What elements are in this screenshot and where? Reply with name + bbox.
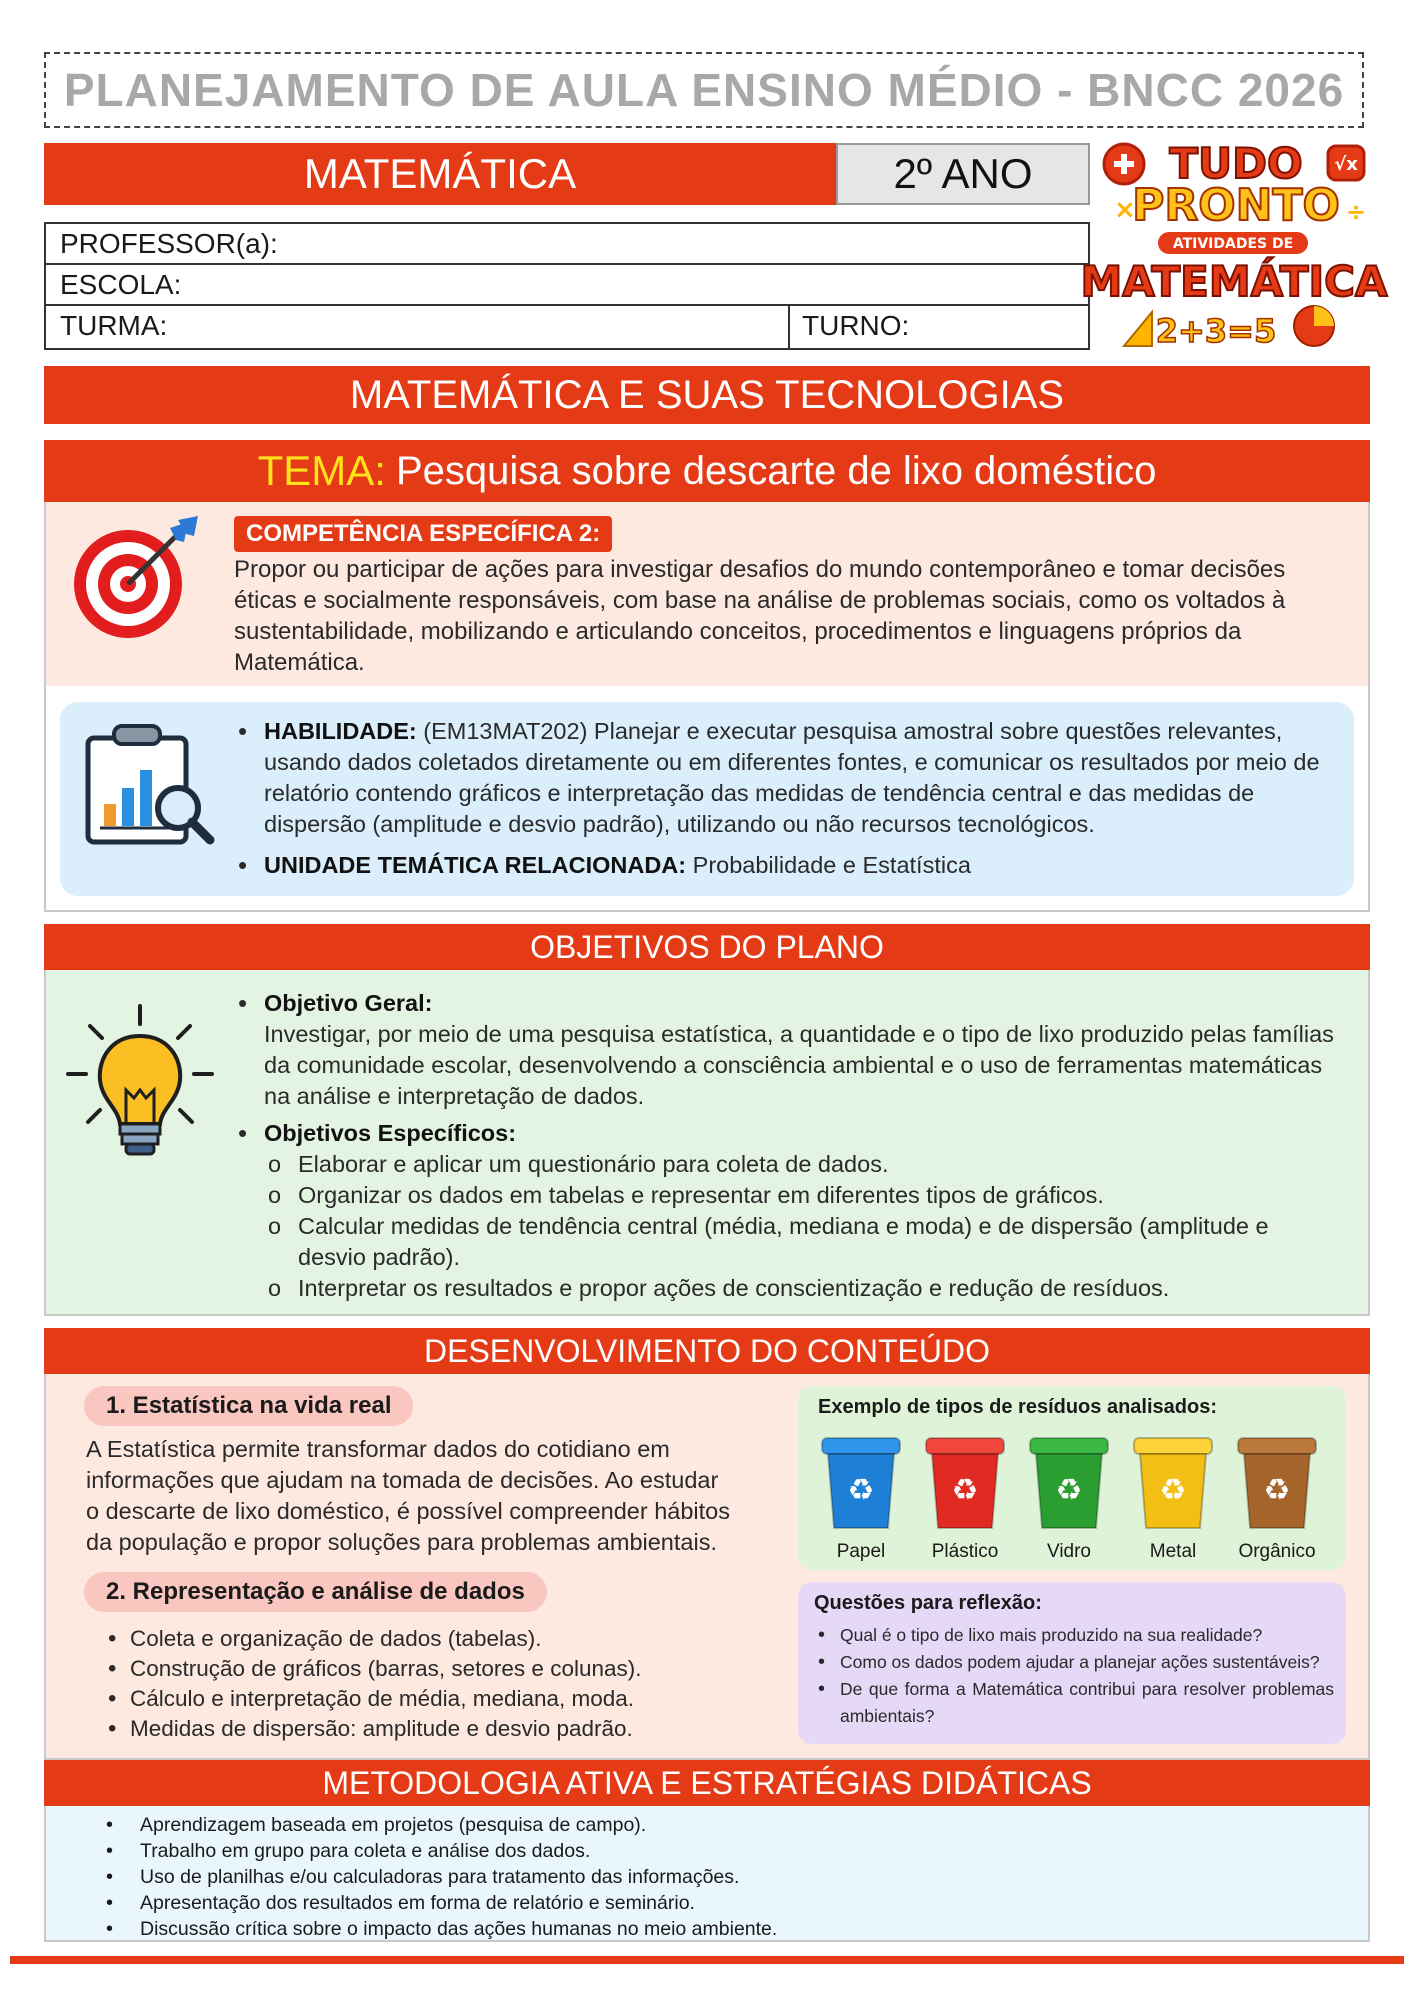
tema-label: TEMA: [257, 447, 386, 494]
professor-row [46, 224, 1088, 265]
objetivos-title: OBJETIVOS DO PLANO [530, 928, 884, 965]
recycle-bin-icon [920, 1432, 1010, 1532]
recycle-bin [920, 1432, 1010, 1563]
turno-label: TURNO: [788, 306, 909, 348]
list-item: • Medidas de dispersão: amplitude e desvio padrão. [106, 1714, 726, 1744]
recycle-bin-icon [816, 1432, 906, 1532]
escola-row [46, 265, 1088, 306]
info-table [44, 222, 1090, 350]
logo-line2: PRONTO [1132, 180, 1340, 231]
metodologia-title: METODOLOGIA ATIVA E ESTRATÉGIAS DIDÁTICAS [322, 1764, 1092, 1801]
logo-line5: 2+3=5 [1155, 312, 1277, 350]
objetivo-geral-text: Investigar, por meio de uma pesquisa estatística, a quantidade e o tipo de lixo produzido pelas famílias da comunidade escolar, desenvolvendo a consciência ambiental e o uso de ferramentas matemáticas na análise e interpretação de dados. [264, 1021, 1334, 1109]
professor-label: PROFESSOR(a): [60, 228, 278, 259]
subject-bar [44, 143, 836, 205]
questions-title: Questões para reflexão: [814, 1592, 1042, 1614]
objetivo-especifico-item: o Organizar os dados em tabelas e representar em diferentes tipos de gráficos. [232, 1180, 1342, 1211]
unidade-item [234, 850, 1344, 881]
list-item: • Coleta e organização de dados (tabelas). [106, 1624, 726, 1654]
section-1-text: A Estatística permite transformar dados do cotidiano em informações que ajudam na tomada de decisões. Ao estudar o descarte de lixo doméstico, é possível compreender hábitos da população e propor soluções para problemas ambientais. [86, 1436, 730, 1555]
lightbulb-icon [60, 1000, 220, 1175]
area-title: MATEMÁTICA E SUAS TECNOLOGIAS [349, 372, 1065, 417]
objetivo-especifico-item: o Interpretar os resultados e propor ações de conscientização e redução de resíduos. [232, 1273, 1342, 1304]
recycle-bin-label: Plástico [931, 1541, 999, 1562]
list-item: • Trabalho em grupo para coleta e análise dos dados. [102, 1838, 1302, 1864]
recycle-bin-label: Vidro [1046, 1541, 1091, 1562]
objetivos-bar [44, 924, 1370, 970]
objetivos-section [44, 970, 1370, 1316]
svg-text:÷: ÷ [1346, 198, 1367, 226]
recycle-bin [1024, 1432, 1114, 1563]
competencia-panel [46, 502, 1368, 686]
waste-bins-panel [798, 1386, 1346, 1570]
section-2-heading: 2. Representação e análise de dados [84, 1572, 547, 1612]
recycle-bin-label: Orgânico [1238, 1541, 1316, 1562]
logo-line1: TUDO [1169, 139, 1303, 188]
area-bar [44, 366, 1370, 424]
list-item: • Discussão crítica sobre o impacto das ações humanas no meio ambiente. [102, 1916, 1302, 1942]
recycle-bin-icon [1024, 1432, 1114, 1532]
objetivo-especifico-item: o Calcular medidas de tendência central (média, mediana e moda) e de dispersão (amplitude e desvio padrão). [232, 1211, 1342, 1273]
section-2-list [106, 1624, 726, 1744]
recycle-bin-label: Metal [1149, 1541, 1197, 1562]
turma-row [46, 306, 1088, 348]
tema-bar [44, 440, 1370, 502]
svg-text:♻: ♻ [1055, 1473, 1083, 1508]
habilidade-text: (EM13MAT202) Planejar e executar pesquisa amostral sobre questões relevantes, usando dados coletados diretamente ou em diferentes fontes, e comunicar os resultados por meio de relatório contendo gráficos e interpretação das medidas de tendência central e das medidas de dispersão (amplitude e desvio padrão), utilizando ou não recursos tecnológicos. [264, 718, 1320, 837]
competencia-text: Propor ou participar de ações para investigar desafios do mundo contemporâneo e tomar decisões éticas e socialmente responsáveis, com base na análise de problemas sociais, como os voltados à sustentabilidade, mobilizando e articulando conceitos, procedimentos e linguagens próprios da Matemática. [234, 556, 1286, 676]
list-item: • Construção de gráficos (barras, setores e colunas). [106, 1654, 726, 1684]
objetivo-geral-label-item [232, 988, 1342, 1019]
subject-label: MATEMÁTICA [303, 150, 577, 197]
question-item: • Como os dados podem ajudar a planejar ações sustentáveis? [814, 1649, 1334, 1676]
svg-text:×: × [1114, 195, 1136, 225]
questions-panel [798, 1582, 1346, 1744]
objetivos-especificos-label: Objetivos Específicos: [264, 1120, 517, 1146]
logo-line3: ATIVIDADES DE [1172, 236, 1294, 252]
list-item: • Apresentação dos resultados em forma de relatório e seminário. [102, 1890, 1302, 1916]
objetivos-list [232, 988, 1342, 1304]
objetivo-geral-label: Objetivo Geral: [264, 990, 433, 1016]
logo-sqrt-text: √x [1334, 154, 1358, 175]
habilidade-item [234, 716, 1344, 840]
habilidade-label: HABILIDADE: [264, 718, 417, 744]
recycle-bin [1128, 1432, 1218, 1563]
turma-label: TURMA: [60, 310, 168, 341]
logo-line4: MATEMÁTICA [1080, 257, 1388, 306]
tudo-pronto-logo [1080, 136, 1388, 358]
unidade-label: UNIDADE TEMÁTICA RELACIONADA: [264, 852, 687, 878]
metodologia-bar [44, 1760, 1370, 1806]
habilidade-panel [60, 702, 1354, 896]
waste-bins-title: Exemplo de tipos de resíduos analisados: [818, 1396, 1217, 1418]
desenvolvimento-section [44, 1374, 1370, 1760]
questions-list [814, 1622, 1334, 1730]
svg-text:♻: ♻ [951, 1473, 979, 1508]
metodologia-section [44, 1806, 1370, 1942]
grade-box [836, 143, 1090, 205]
document-title: PLANEJAMENTO DE AULA ENSINO MÉDIO - BNCC 2026 [63, 64, 1345, 116]
question-item: • De que forma a Matemática contribui para resolver problemas ambientais? [814, 1676, 1334, 1730]
list-item: • Aprendizagem baseada em projetos (pesquisa de campo). [102, 1812, 1302, 1838]
desenvolvimento-title: DESENVOLVIMENTO DO CONTEÚDO [424, 1332, 990, 1369]
objetivo-especifico-item: o Elaborar e aplicar um questionário para coleta de dados. [232, 1149, 1342, 1180]
list-item: • Cálculo e interpretação de média, mediana, moda. [106, 1684, 726, 1714]
chart-report-icon [78, 720, 218, 855]
metodologia-list [102, 1812, 1302, 1942]
competencia-tag: COMPETÊNCIA ESPECÍFICA 2: [234, 516, 612, 552]
escola-label: ESCOLA: [60, 269, 182, 300]
question-item: • Qual é o tipo de lixo mais produzido na sua realidade? [814, 1622, 1334, 1649]
recycle-bin-icon [1128, 1432, 1218, 1532]
document-title-box [44, 52, 1364, 128]
svg-text:♻: ♻ [1263, 1473, 1291, 1508]
list-item: • Uso de planilhas e/ou calculadoras para tratamento das informações. [102, 1864, 1302, 1890]
recycle-bin-label: Papel [836, 1541, 886, 1562]
desenvolvimento-bar [44, 1328, 1370, 1374]
svg-text:♻: ♻ [1159, 1473, 1187, 1508]
objetivos-especificos-label-item [232, 1118, 1342, 1149]
unidade-text: Probabilidade e Estatística [686, 852, 971, 878]
tema-text: Pesquisa sobre descarte de lixo doméstico [395, 448, 1157, 493]
habilidade-list [234, 716, 1344, 891]
competencia-section [44, 502, 1370, 912]
recycle-bin-icon [1232, 1432, 1322, 1532]
bottom-divider [10, 1956, 1404, 1964]
grade-label: 2º ANO [893, 150, 1033, 197]
svg-text:♻: ♻ [847, 1473, 875, 1508]
target-icon [66, 512, 206, 647]
section-1-heading: 1. Estatística na vida real [84, 1386, 413, 1426]
recycle-bin [816, 1432, 906, 1563]
recycle-bin [1232, 1432, 1322, 1563]
